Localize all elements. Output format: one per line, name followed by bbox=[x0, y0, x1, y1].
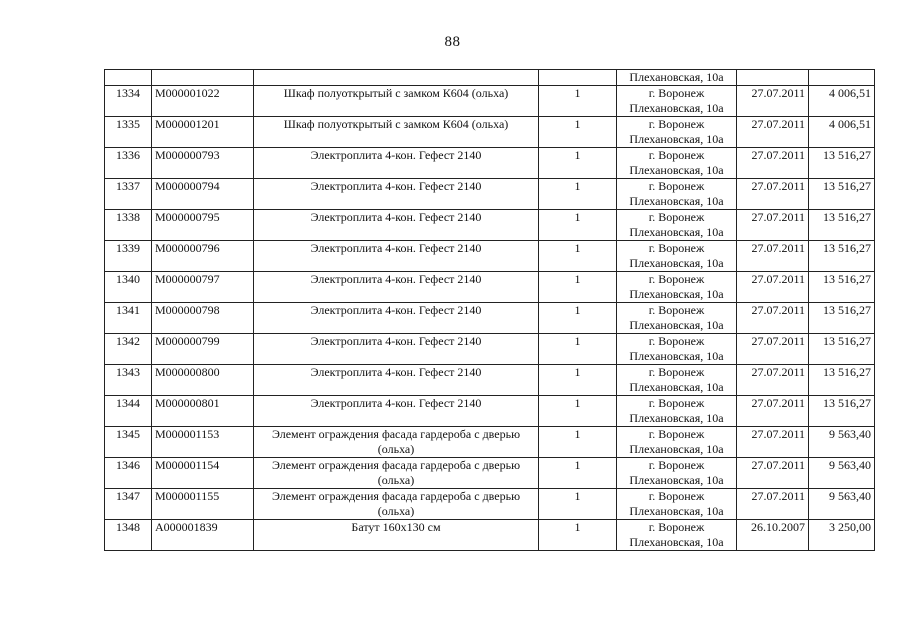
item-name-cell bbox=[254, 334, 539, 365]
address-text: Плехановская, 10а bbox=[629, 411, 724, 425]
inventory-code-cell bbox=[152, 241, 254, 272]
amount-text: 13 516,27 bbox=[823, 148, 871, 162]
date-text: 26.10.2007 bbox=[751, 520, 805, 534]
address-text: г. Воронеж bbox=[648, 303, 705, 317]
address-cell bbox=[617, 396, 737, 427]
amount-text: 13 516,27 bbox=[823, 210, 871, 224]
item-name-text: (ольха) bbox=[377, 504, 415, 518]
amount-cell bbox=[809, 117, 875, 148]
amount-text: 13 516,27 bbox=[823, 396, 871, 410]
address-cell bbox=[617, 458, 737, 489]
date-cell bbox=[737, 210, 809, 241]
quantity-text: 1 bbox=[574, 86, 581, 100]
table-cell bbox=[105, 70, 152, 86]
item-name-text: Элемент ограждения фасада гардероба с дверью bbox=[271, 458, 521, 472]
inventory-code-cell bbox=[152, 210, 254, 241]
row-number-text: 1339 bbox=[116, 241, 140, 255]
address-text: Плехановская, 10а bbox=[629, 442, 724, 456]
inventory-code-cell bbox=[152, 86, 254, 117]
quantity-text: 1 bbox=[574, 365, 581, 379]
date-cell bbox=[737, 458, 809, 489]
date-text: 27.07.2011 bbox=[751, 117, 805, 131]
amount-text: 13 516,27 bbox=[823, 272, 871, 286]
date-cell bbox=[737, 241, 809, 272]
row-number-text: 1341 bbox=[116, 303, 140, 317]
amount-text: 13 516,27 bbox=[823, 179, 871, 193]
inventory-table bbox=[104, 69, 875, 551]
quantity-cell bbox=[539, 365, 617, 396]
item-name-cell bbox=[254, 148, 539, 179]
address-text: г. Воронеж bbox=[648, 396, 705, 410]
item-name-text: Электроплита 4-кон. Гефест 2140 bbox=[310, 334, 482, 348]
table-row bbox=[105, 241, 875, 272]
item-name-cell bbox=[254, 241, 539, 272]
address-cell bbox=[617, 272, 737, 303]
address-text: г. Воронеж bbox=[648, 365, 705, 379]
date-text: 27.07.2011 bbox=[751, 334, 805, 348]
address-cell bbox=[617, 241, 737, 272]
quantity-cell bbox=[539, 458, 617, 489]
amount-cell bbox=[809, 241, 875, 272]
address-text: Плехановская, 10а bbox=[629, 132, 724, 146]
date-text: 27.07.2011 bbox=[751, 86, 805, 100]
quantity-cell bbox=[539, 489, 617, 520]
amount-text: 4 006,51 bbox=[829, 86, 871, 100]
address-cell bbox=[617, 117, 737, 148]
address-text: г. Воронеж bbox=[648, 179, 705, 193]
address-cell bbox=[617, 334, 737, 365]
address-cell bbox=[617, 210, 737, 241]
address-text: г. Воронеж bbox=[648, 117, 705, 131]
table-row bbox=[105, 148, 875, 179]
table-row bbox=[105, 179, 875, 210]
quantity-cell bbox=[539, 241, 617, 272]
table-row bbox=[105, 86, 875, 117]
row-number-text: 1346 bbox=[116, 458, 140, 472]
address-text: г. Воронеж bbox=[648, 86, 705, 100]
quantity-cell bbox=[539, 117, 617, 148]
inventory-code-text: M000000795 bbox=[155, 210, 220, 224]
item-name-cell bbox=[254, 303, 539, 334]
inventory-code-text: M000001154 bbox=[155, 458, 220, 472]
amount-text: 13 516,27 bbox=[823, 303, 871, 317]
inventory-code-text: M000000799 bbox=[155, 334, 220, 348]
row-number-text: 1347 bbox=[116, 489, 140, 503]
row-number-cell bbox=[105, 241, 152, 272]
item-name-text: Электроплита 4-кон. Гефест 2140 bbox=[310, 396, 482, 410]
item-name-text: Электроплита 4-кон. Гефест 2140 bbox=[310, 241, 482, 255]
quantity-cell bbox=[539, 86, 617, 117]
address-cell bbox=[617, 365, 737, 396]
row-number-cell bbox=[105, 334, 152, 365]
row-number-cell bbox=[105, 396, 152, 427]
row-number-cell bbox=[105, 520, 152, 551]
item-name-cell bbox=[254, 179, 539, 210]
address-cell bbox=[617, 148, 737, 179]
date-text: 27.07.2011 bbox=[751, 241, 805, 255]
date-text: 27.07.2011 bbox=[751, 365, 805, 379]
address-text: г. Воронеж bbox=[648, 272, 705, 286]
row-number-text: 1338 bbox=[116, 210, 140, 224]
amount-cell bbox=[809, 179, 875, 210]
item-name-text: Электроплита 4-кон. Гефест 2140 bbox=[310, 303, 482, 317]
inventory-code-text: M000000798 bbox=[155, 303, 220, 317]
date-cell bbox=[737, 148, 809, 179]
amount-cell bbox=[809, 520, 875, 551]
date-text: 27.07.2011 bbox=[751, 489, 805, 503]
row-number-cell bbox=[105, 489, 152, 520]
inventory-code-text: M000000793 bbox=[155, 148, 220, 162]
quantity-text: 1 bbox=[574, 241, 581, 255]
row-number-text: 1342 bbox=[116, 334, 140, 348]
quantity-cell bbox=[539, 427, 617, 458]
address-text: Плехановская, 10а bbox=[629, 225, 724, 239]
amount-cell bbox=[809, 210, 875, 241]
item-name-text: (ольха) bbox=[377, 442, 415, 456]
row-number-text: 1348 bbox=[116, 520, 140, 534]
quantity-text: 1 bbox=[574, 427, 581, 441]
quantity-text: 1 bbox=[574, 303, 581, 317]
address-cell bbox=[617, 70, 737, 86]
date-cell bbox=[737, 272, 809, 303]
inventory-code-text: M000000796 bbox=[155, 241, 220, 255]
date-cell bbox=[737, 117, 809, 148]
amount-cell bbox=[809, 148, 875, 179]
item-name-text: Электроплита 4-кон. Гефест 2140 bbox=[310, 365, 482, 379]
address-cell bbox=[617, 427, 737, 458]
amount-text: 9 563,40 bbox=[829, 427, 871, 441]
row-number-cell bbox=[105, 303, 152, 334]
row-number-cell bbox=[105, 272, 152, 303]
inventory-table-body bbox=[105, 70, 875, 551]
date-text: 27.07.2011 bbox=[751, 272, 805, 286]
inventory-code-text: M000000800 bbox=[155, 365, 220, 379]
row-number-cell bbox=[105, 427, 152, 458]
amount-cell bbox=[809, 86, 875, 117]
item-name-cell bbox=[254, 458, 539, 489]
row-number-text: 1336 bbox=[116, 148, 140, 162]
inventory-code-cell bbox=[152, 489, 254, 520]
row-number-text: 1340 bbox=[116, 272, 140, 286]
table-row bbox=[105, 427, 875, 458]
amount-cell bbox=[809, 458, 875, 489]
address-cell bbox=[617, 303, 737, 334]
address-text: Плехановская, 10а bbox=[629, 318, 724, 332]
address-text: г. Воронеж bbox=[648, 520, 705, 534]
address-text: г. Воронеж bbox=[648, 489, 705, 503]
table-cell bbox=[152, 70, 254, 86]
quantity-text: 1 bbox=[574, 179, 581, 193]
quantity-text: 1 bbox=[574, 520, 581, 534]
row-number-cell bbox=[105, 179, 152, 210]
quantity-cell bbox=[539, 179, 617, 210]
table-row bbox=[105, 117, 875, 148]
address-text: Плехановская, 10а bbox=[629, 473, 724, 487]
item-name-cell bbox=[254, 86, 539, 117]
amount-cell bbox=[809, 334, 875, 365]
inventory-code-text: M000001022 bbox=[155, 86, 220, 100]
quantity-text: 1 bbox=[574, 334, 581, 348]
table-row bbox=[105, 334, 875, 365]
quantity-text: 1 bbox=[574, 148, 581, 162]
address-cell bbox=[617, 520, 737, 551]
row-number-text: 1344 bbox=[116, 396, 140, 410]
item-name-text: Электроплита 4-кон. Гефест 2140 bbox=[310, 148, 482, 162]
quantity-cell bbox=[539, 396, 617, 427]
table-row bbox=[105, 210, 875, 241]
quantity-cell bbox=[539, 520, 617, 551]
amount-cell bbox=[809, 365, 875, 396]
address-text: Плехановская, 10а bbox=[629, 194, 724, 208]
page-number: 88 bbox=[444, 34, 461, 50]
item-name-cell bbox=[254, 210, 539, 241]
row-number-cell bbox=[105, 210, 152, 241]
amount-text: 4 006,51 bbox=[829, 117, 871, 131]
table-cell bbox=[254, 70, 539, 86]
quantity-cell bbox=[539, 272, 617, 303]
inventory-code-cell bbox=[152, 117, 254, 148]
date-cell bbox=[737, 334, 809, 365]
table-row bbox=[105, 272, 875, 303]
item-name-cell bbox=[254, 117, 539, 148]
amount-text: 13 516,27 bbox=[823, 241, 871, 255]
quantity-cell bbox=[539, 210, 617, 241]
address-line: Плехановская, 10а bbox=[629, 70, 724, 84]
item-name-text: Элемент ограждения фасада гардероба с дверью bbox=[271, 427, 521, 441]
table-cell bbox=[737, 70, 809, 86]
item-name-cell bbox=[254, 396, 539, 427]
inventory-code-text: M000000797 bbox=[155, 272, 220, 286]
date-text: 27.07.2011 bbox=[751, 458, 805, 472]
table-row bbox=[105, 489, 875, 520]
inventory-code-cell bbox=[152, 179, 254, 210]
table-row bbox=[105, 303, 875, 334]
date-cell bbox=[737, 303, 809, 334]
date-cell bbox=[737, 365, 809, 396]
inventory-code-cell bbox=[152, 148, 254, 179]
address-cell bbox=[617, 86, 737, 117]
address-text: г. Воронеж bbox=[648, 210, 705, 224]
table-row bbox=[105, 365, 875, 396]
quantity-text: 1 bbox=[574, 117, 581, 131]
address-text: г. Воронеж bbox=[648, 458, 705, 472]
inventory-code-cell bbox=[152, 520, 254, 551]
date-cell bbox=[737, 489, 809, 520]
quantity-text: 1 bbox=[574, 272, 581, 286]
date-text: 27.07.2011 bbox=[751, 148, 805, 162]
item-name-text: Элемент ограждения фасада гардероба с дверью bbox=[271, 489, 521, 503]
row-number-text: 1334 bbox=[116, 86, 140, 100]
item-name-text: Электроплита 4-кон. Гефест 2140 bbox=[310, 210, 482, 224]
inventory-code-cell bbox=[152, 427, 254, 458]
address-text: г. Воронеж bbox=[648, 241, 705, 255]
quantity-text: 1 bbox=[574, 210, 581, 224]
inventory-code-text: M000001155 bbox=[155, 489, 220, 503]
table-row bbox=[105, 396, 875, 427]
inventory-code-cell bbox=[152, 396, 254, 427]
item-name-text: Батут 160х130 см bbox=[351, 520, 441, 534]
date-cell bbox=[737, 179, 809, 210]
address-text: г. Воронеж bbox=[648, 334, 705, 348]
row-number-cell bbox=[105, 458, 152, 489]
quantity-text: 1 bbox=[574, 396, 581, 410]
date-text: 27.07.2011 bbox=[751, 210, 805, 224]
inventory-code-text: M000000801 bbox=[155, 396, 220, 410]
inventory-code-text: A000001839 bbox=[155, 520, 218, 534]
address-cell bbox=[617, 489, 737, 520]
item-name-text: Шкаф полуоткрытый с замком К604 (ольха) bbox=[283, 117, 509, 131]
address-cell bbox=[617, 179, 737, 210]
item-name-cell bbox=[254, 520, 539, 551]
date-text: 27.07.2011 bbox=[751, 179, 805, 193]
address-text: Плехановская, 10а bbox=[629, 349, 724, 363]
table-row bbox=[105, 520, 875, 551]
quantity-cell bbox=[539, 334, 617, 365]
amount-cell bbox=[809, 396, 875, 427]
address-text: Плехановская, 10а bbox=[629, 163, 724, 177]
item-name-cell bbox=[254, 365, 539, 396]
address-text: Плехановская, 10а bbox=[629, 256, 724, 270]
inventory-code-cell bbox=[152, 303, 254, 334]
inventory-code-text: M000001201 bbox=[155, 117, 220, 131]
date-text: 27.07.2011 bbox=[751, 303, 805, 317]
date-text: 27.07.2011 bbox=[751, 427, 805, 441]
item-name-text: Электроплита 4-кон. Гефест 2140 bbox=[310, 272, 482, 286]
date-text: 27.07.2011 bbox=[751, 396, 805, 410]
row-number-cell bbox=[105, 148, 152, 179]
inventory-code-cell bbox=[152, 272, 254, 303]
item-name-cell bbox=[254, 427, 539, 458]
address-text: Плехановская, 10а bbox=[629, 380, 724, 394]
row-number-text: 1343 bbox=[116, 365, 140, 379]
address-text: г. Воронеж bbox=[648, 148, 705, 162]
amount-cell bbox=[809, 427, 875, 458]
item-name-cell bbox=[254, 489, 539, 520]
quantity-text: 1 bbox=[574, 458, 581, 472]
inventory-code-cell bbox=[152, 365, 254, 396]
quantity-text: 1 bbox=[574, 489, 581, 503]
address-text: Плехановская, 10а bbox=[629, 535, 724, 549]
address-text: г. Воронеж bbox=[648, 427, 705, 441]
inventory-code-text: M000000794 bbox=[155, 179, 220, 193]
amount-text: 13 516,27 bbox=[823, 365, 871, 379]
address-text: Плехановская, 10а bbox=[629, 101, 724, 115]
inventory-code-text: M000001153 bbox=[155, 427, 220, 441]
amount-cell bbox=[809, 272, 875, 303]
date-cell bbox=[737, 396, 809, 427]
amount-text: 13 516,27 bbox=[823, 334, 871, 348]
amount-cell bbox=[809, 303, 875, 334]
address-text: Плехановская, 10а bbox=[629, 504, 724, 518]
table-cell bbox=[809, 70, 875, 86]
amount-text: 9 563,40 bbox=[829, 458, 871, 472]
address-text: Плехановская, 10а bbox=[629, 287, 724, 301]
amount-text: 3 250,00 bbox=[829, 520, 871, 534]
item-name-cell bbox=[254, 272, 539, 303]
item-name-text: Шкаф полуоткрытый с замком К604 (ольха) bbox=[283, 86, 509, 100]
table-cell bbox=[539, 70, 617, 86]
quantity-cell bbox=[539, 148, 617, 179]
continuation-row bbox=[105, 70, 875, 86]
item-name-text: (ольха) bbox=[377, 473, 415, 487]
date-cell bbox=[737, 427, 809, 458]
row-number-cell bbox=[105, 365, 152, 396]
quantity-cell bbox=[539, 303, 617, 334]
row-number-text: 1345 bbox=[116, 427, 140, 441]
date-cell bbox=[737, 86, 809, 117]
row-number-cell bbox=[105, 117, 152, 148]
inventory-code-cell bbox=[152, 458, 254, 489]
amount-text: 9 563,40 bbox=[829, 489, 871, 503]
row-number-text: 1335 bbox=[116, 117, 140, 131]
item-name-text: Электроплита 4-кон. Гефест 2140 bbox=[310, 179, 482, 193]
row-number-cell bbox=[105, 86, 152, 117]
row-number-text: 1337 bbox=[116, 179, 140, 193]
table-row bbox=[105, 458, 875, 489]
amount-cell bbox=[809, 489, 875, 520]
date-cell bbox=[737, 520, 809, 551]
inventory-code-cell bbox=[152, 334, 254, 365]
